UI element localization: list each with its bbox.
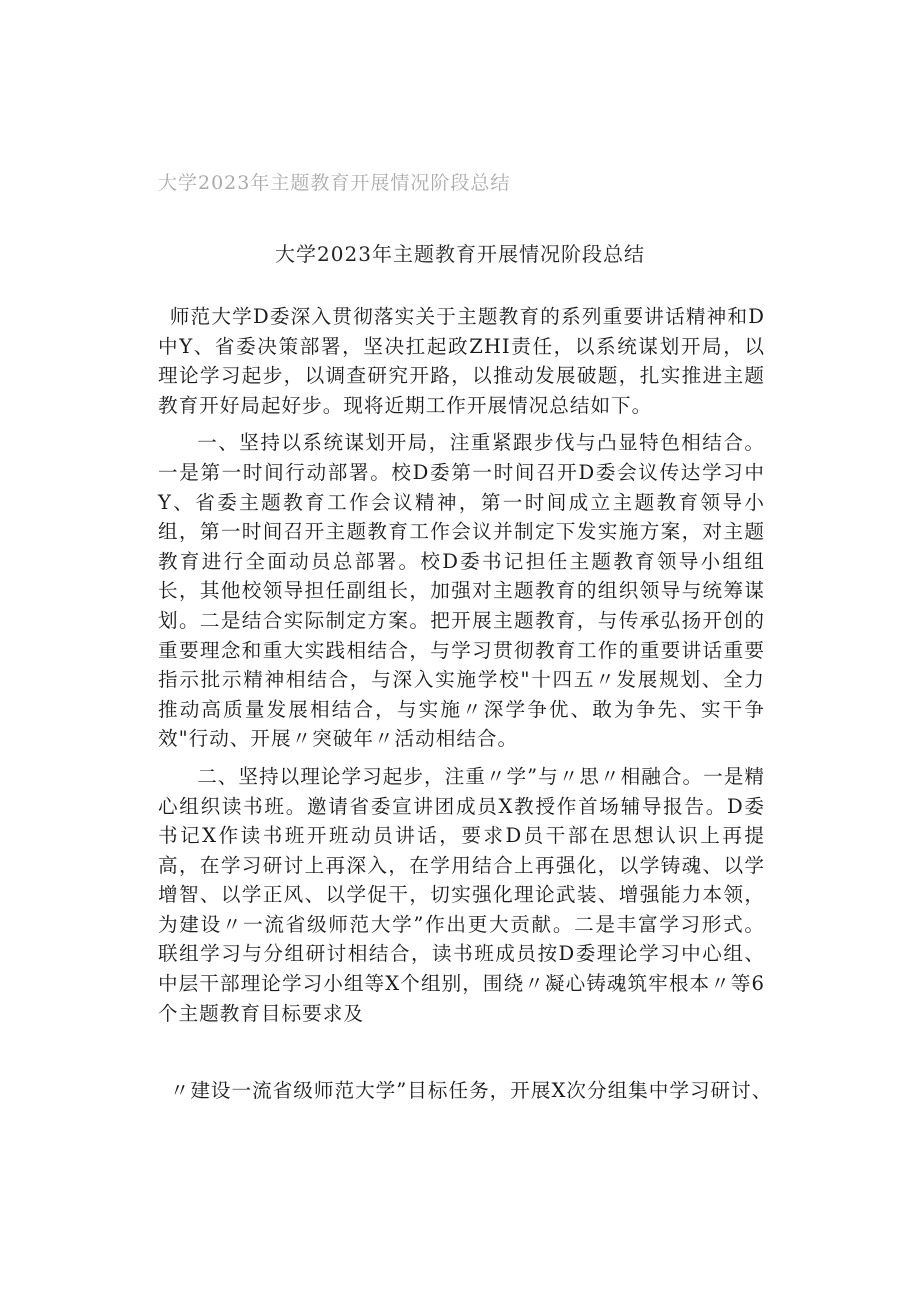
continuation-line: 〃建设一流省级师范大学”目标任务，开展X次分组集中学习研讨、: [169, 1079, 773, 1102]
document-title: 大学2023年主题教育开展情况阶段总结: [275, 242, 645, 266]
intro-paragraph: 师范大学D委深入贯彻落实关于主题教育的系列重要讲话精神和D中Y、省委决策部署，坚决扛起政ZHI责任，以系统谋划开局，以理论学习起步，以调查研究开路，以推动发展破题，扎实推进主题教育开好局起好步。现将近期工作开展情况总结如下。: [158, 305, 765, 417]
section-two-paragraph: 二、坚持以理论学习起步，注重〃学”与〃思〃相融合。一是精心组织读书班。邀请省委宣讲团成员X教授作首场辅导报告。D委书记X作读书班开班动员讲话，要求D员干部在思想认识上再提高，在学习研讨上再深入，在学用结合上再强化，以学铸魂、以学增智、以学正风、以学促干，切实强化理论武装、增强能力本领，为建设〃一流省级师范大学”作出更大贡献。二是丰富学习形式。联组学习与分组研讨相结合，读书班成员按D委理论学习中心组、中层干部理论学习小组等X个组别，围绕〃凝心铸魂筑牢根本〃等6个主题教育目标要求及: [158, 764, 765, 1025]
document-body: [158, 302, 765, 1036]
section-one-paragraph: 一、坚持以系统谋划开局，注重紧跟步伐与凸显特色相结合。一是第一时间行动部署。校D委第一时间召开D委会议传达学习中Y、省委主题教育工作会议精神，第一时间成立主题教育领导小组，第一时间召开主题教育工作会议并制定下发实施方案，对主题教育进行全面动员总部署。校D委书记担任主题教育领导小组组长，其他校领导担任副组长，加强对主题教育的组织领导与统筹谋划。二是结合实际制定方案。把开展主题教育，与传承弘扬开创的重要理念和重大实践相结合，与学习贯彻教育工作的重要讲话重要指示批示精神相结合，与深入实施学校"十四五〃发展规划、全力推动高质量发展相结合，与实施〃深学争优、敢为争先、实干争效"行动、开展〃突破年〃活动相结合。: [158, 431, 765, 751]
header-title: 大学2023年主题教育开展情况阶段总结: [158, 172, 511, 194]
